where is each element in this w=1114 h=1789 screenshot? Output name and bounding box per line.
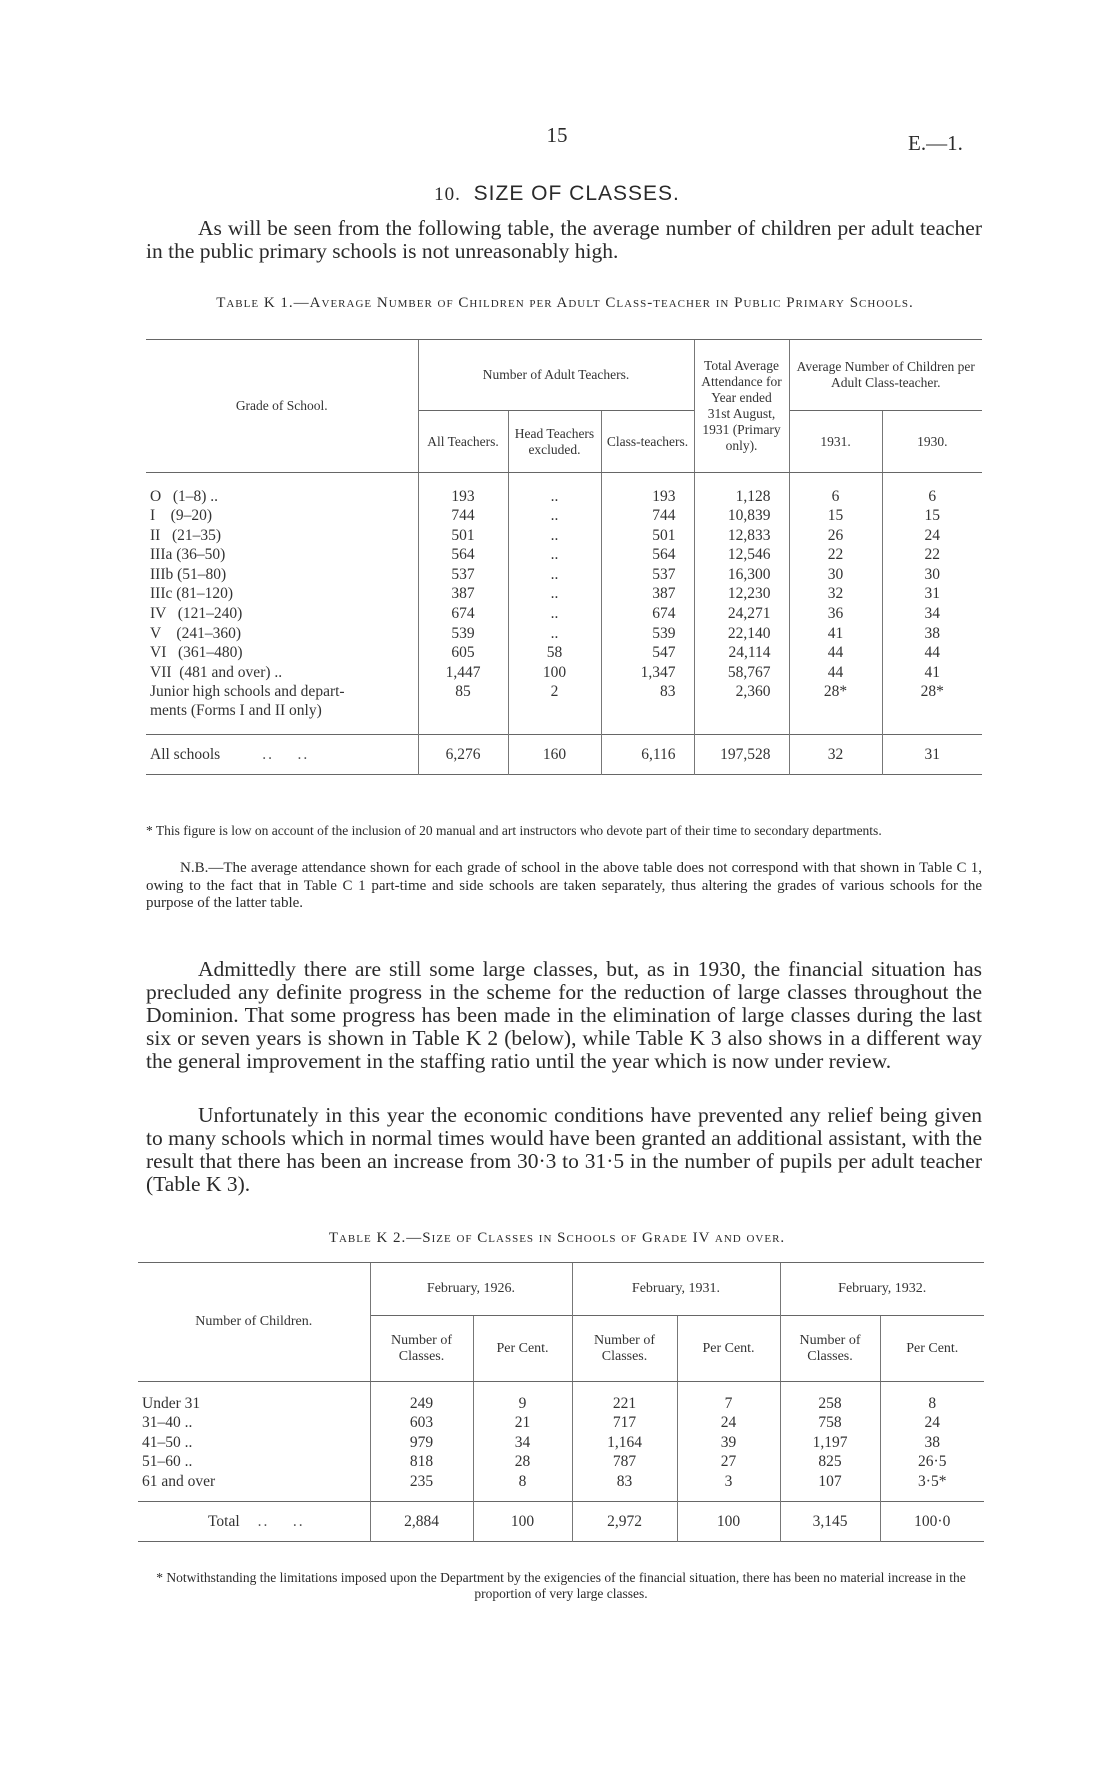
k1-cell-head: .. [508,506,601,526]
table-row [146,506,982,526]
k2-cell-label: 51–60 .. [142,1453,193,1471]
k1-grade-label: O (1–8) .. [150,487,219,505]
k1-cell-grade [146,487,418,507]
k1-grade-label: V (241–360) [150,624,241,642]
table-row [138,1394,984,1414]
k2-cell-percent-1932: 26·5 [880,1452,984,1472]
table-k2 [138,1262,984,1542]
k2-header-feb-1932: February, 1932. [780,1263,984,1316]
k1-cell-grade [146,584,418,604]
k2-cell-percent-1931: 24 [677,1413,780,1433]
k1-cell-1931: 22 [789,545,882,565]
k1-cell-1931: 44 [789,663,882,683]
k1-cell-class: 537 [601,565,694,585]
k1-total-1931: 32 [789,734,882,774]
k1-cell-class: 387 [601,584,694,604]
k1-cell-head: .. [508,624,601,644]
k1-cell-all: 85 [418,682,508,720]
k1-cell-attendance: 10,839 [694,506,789,526]
k1-cell-1931: 6 [789,487,882,507]
k1-cell-1930: 28* [882,682,982,720]
k1-cell-1931: 44 [789,643,882,663]
k2-cell-percent-1926: 21 [473,1413,572,1433]
k2-cell-classes-1926: 249 [370,1394,473,1414]
k1-cell-all: 744 [418,506,508,526]
k2-cell-percent-1932: 3·5* [880,1472,984,1492]
k2-total-classes-1931: 2,972 [572,1501,677,1541]
k1-cell-attendance: 2,360 [694,682,789,720]
k2-header-feb-1926: February, 1926. [370,1263,572,1316]
k1-grade-label: II (21–35) [150,526,222,544]
k2-header-feb-1931: February, 1931. [572,1263,780,1316]
k1-cell-1930: 22 [882,545,982,565]
k1-total-head: 160 [508,734,601,774]
k2-cell-classes-1931: 717 [572,1413,677,1433]
k1-cell-head: 2 [508,682,601,720]
k1-cell-grade [146,643,418,663]
k1-cell-1931: 28* [789,682,882,720]
table-row [146,526,982,546]
k1-cell-1930: 24 [882,526,982,546]
k1-header-1931: 1931. [789,411,882,473]
k1-cell-class: 83 [601,682,694,720]
k1-grade-label: IV (121–240) [150,605,243,623]
table-k2-caption-text: Table K 2.—Size of Classes in Schools of Grade IV and over. [328,1230,786,1246]
paragraph-2: Unfortunately in this year the economic conditions have prevented any relief being given to many schools which in normal times would have been granted an additional assistant, with the result that there has been an increase from 30·3 to 31·5 in the number of pupils per adult teacher (Table K 3). [146,1103,982,1196]
k2-cell-classes-1926: 235 [370,1472,473,1492]
k1-header-adult-teachers: Number of Adult Teachers. [418,340,694,411]
k1-total-row [146,734,982,774]
k2-cell-percent-1932: 38 [880,1433,984,1453]
k1-grade-label: VII (481 and over) .. [150,663,283,681]
k1-cell-all: 605 [418,643,508,663]
k1-cell-class: 564 [601,545,694,565]
table-k2-caption [0,1230,1114,1247]
k2-cell-classes-1926: 979 [370,1433,473,1453]
k1-cell-1930: 34 [882,604,982,624]
k1-total-class: 6,116 [601,734,694,774]
k1-header-total-attendance: Total Average Attendance for Year ended 31st August, 1931 (Primary only). [694,340,789,473]
k1-cell-grade [146,604,418,624]
k1-cell-grade [146,663,418,683]
k2-cell-label: 31–40 .. [142,1414,193,1432]
k2-cell-classes-1926: 603 [370,1413,473,1433]
k1-header-1930: 1930. [882,411,982,473]
k1-cell-grade [146,526,418,546]
k1-cell-head: .. [508,526,601,546]
k2-total-percent-1926: 100 [473,1501,572,1541]
paragraph-1: Admittedly there are still some large classes, but, as in 1930, the financial situation has precluded any definite progress in the scheme for the reduction of large classes throughout the Dominion. That some progress has been made in the elimination of large classes during the last six or seven years is shown in Table K 2 (below), while Table K 3 also shows in a different way the general improvement in the staffing ratio until the year which is now under review. [146,957,982,1073]
k1-total-1930: 31 [882,734,982,774]
k1-header-class-teachers: Class-teachers. [601,411,694,473]
k1-cell-attendance: 1,128 [694,487,789,507]
k2-total-classes-1932: 3,145 [780,1501,880,1541]
section-title: SIZE OF CLASSES. [473,182,680,205]
k1-header-average-number: Average Number of Children per Adult Class-teacher. [789,340,982,411]
k1-cell-head: .. [508,584,601,604]
k2-cell-percent-1926: 8 [473,1472,572,1492]
document-code: E.—1. [908,131,963,155]
k1-total-attendance: 197,528 [694,734,789,774]
k1-cell-1931: 26 [789,526,882,546]
k1-cell-all: 1,447 [418,663,508,683]
k2-cell-percent-1926: 9 [473,1394,572,1414]
k2-cell-classes-1932: 758 [780,1413,880,1433]
k2-cell-percent-1931: 7 [677,1394,780,1414]
k1-grade-label: IIIa (36–50) [150,546,226,564]
table-row [146,643,982,663]
k1-cell-class: 539 [601,624,694,644]
table-row [138,1452,984,1472]
k1-cell-all: 501 [418,526,508,546]
k1-cell-1931: 15 [789,506,882,526]
k2-total-percent-1931: 100 [677,1501,780,1541]
k1-junior-grade-line2: ments (Forms I and II only) [150,702,322,720]
k2-total-percent-1932: 100·0 [880,1501,984,1541]
section-number: 10. [434,184,461,205]
k2-cell-classes-1931: 83 [572,1472,677,1492]
k1-cell-grade [146,624,418,644]
k1-cell-attendance: 24,114 [694,643,789,663]
k2-total-row [138,1501,984,1541]
k1-cell-attendance: 22,140 [694,624,789,644]
k1-cell-attendance: 16,300 [694,565,789,585]
k1-header-grade: Grade of School. [146,340,418,473]
k1-cell-attendance: 12,546 [694,545,789,565]
table-k2-footnote: * Notwithstanding the limitations imposed upon the Department by the exigencies of the financial situation, there has been no material increase in the proportion of very large classes. [156,1570,966,1601]
k1-header-head-teachers-excluded: Head Teachers excluded. [508,411,601,473]
k1-cell-1930: 41 [882,663,982,683]
table-row [138,1472,984,1492]
table-row [146,584,982,604]
k1-junior-row-group [146,682,982,774]
k1-total-label-text: All schools [150,745,221,763]
k2-header-percent-1926: Per Cent. [473,1316,572,1382]
k1-cell-1931: 30 [789,565,882,585]
k2-cell-classes-1931: 1,164 [572,1433,677,1453]
table-k1-caption-text: Table K 1.—Average Number of Children per Adult Class-teacher in Public Primary Schools. [216,295,914,311]
k1-cell-head: 58 [508,643,601,663]
k1-cell-1930: 30 [882,565,982,585]
table-row [146,604,982,624]
table-k1-footnote: * This figure is low on account of the inclusion of 20 manual and art instructors who devote part of their time to secondary departments. [146,823,882,838]
k2-cell-classes-1926: 818 [370,1452,473,1472]
k1-cell-1930: 38 [882,624,982,644]
k2-header-classes-1931: Number of Classes. [572,1316,677,1382]
table-row [146,624,982,644]
k2-cell-percent-1932: 8 [880,1394,984,1414]
k1-header-all-teachers: All Teachers. [418,411,508,473]
k1-cell-head: .. [508,487,601,507]
k1-cell-all: 564 [418,545,508,565]
k1-grade-label: IIIb (51–80) [150,565,227,583]
k1-cell-grade [146,545,418,565]
k2-header-classes-1932: Number of Classes. [780,1316,880,1382]
k2-body [138,1382,984,1492]
k2-cell-label: 61 and over [142,1472,216,1490]
k1-cell-1930: 15 [882,506,982,526]
k2-total-label-text: Total [208,1512,240,1530]
table-row [146,663,982,683]
k1-grade-label: IIIc (81–120) [150,585,234,603]
k2-cell-percent-1926: 28 [473,1452,572,1472]
k2-cell-classes-1931: 787 [572,1452,677,1472]
k1-grade-label: VI (361–480) [150,644,243,662]
k2-cell-label: Under 31 [142,1394,201,1412]
table-row [138,1433,984,1453]
k2-cell-classes-1932: 258 [780,1394,880,1414]
k2-cell-percent-1926: 34 [473,1433,572,1453]
k1-cell-1931: 41 [789,624,882,644]
k1-cell-head: .. [508,604,601,624]
k2-header-percent-1931: Per Cent. [677,1316,780,1382]
table-row [138,1413,984,1433]
table-row [146,565,982,585]
k2-cell-label: 41–50 .. [142,1433,193,1451]
k2-cell-classes-1931: 221 [572,1394,677,1414]
k1-cell-all: 387 [418,584,508,604]
k1-junior-grade [146,682,418,720]
table-k1-caption [150,293,980,313]
k1-cell-class: 744 [601,506,694,526]
k1-cell-attendance: 12,833 [694,526,789,546]
k1-cell-all: 537 [418,565,508,585]
k1-cell-1930: 6 [882,487,982,507]
k1-cell-class: 674 [601,604,694,624]
k1-total-label: All schools .. .. [150,745,310,763]
k1-cell-class: 1,347 [601,663,694,683]
k2-cell-percent-1931: 39 [677,1433,780,1453]
k2-header-percent-1932: Per Cent. [880,1316,984,1382]
k2-total-classes-1926: 2,884 [370,1501,473,1541]
k2-total-label: Total .. .. [208,1512,305,1530]
intro-paragraph: As will be seen from the following table, the average number of children per adult teacher in the public primary schools is not unreasonably high. [146,216,982,263]
k1-cell-head: 100 [508,663,601,683]
k1-body [146,473,982,683]
k2-cell-classes-1932: 825 [780,1452,880,1472]
k2-header-number-of-children: Number of Children. [138,1263,370,1382]
k1-total-all: 6,276 [418,734,508,774]
k1-cell-all: 539 [418,624,508,644]
k1-cell-1931: 36 [789,604,882,624]
k2-header-classes-1926: Number of Classes. [370,1316,473,1382]
k2-total-group [138,1491,984,1541]
table-row [146,682,982,720]
k1-cell-grade [146,506,418,526]
k1-cell-1930: 31 [882,584,982,604]
k1-cell-all: 193 [418,487,508,507]
table-row [146,487,982,507]
k1-cell-1931: 32 [789,584,882,604]
k1-junior-grade-line1: Junior high schools and depart- [150,683,345,701]
k1-cell-head: .. [508,545,601,565]
section-heading [0,182,1114,206]
k2-cell-percent-1932: 24 [880,1413,984,1433]
k1-cell-all: 674 [418,604,508,624]
k2-cell-percent-1931: 3 [677,1472,780,1492]
k1-cell-grade [146,565,418,585]
k1-cell-1930: 44 [882,643,982,663]
table-row [146,545,982,565]
k1-cell-attendance: 58,767 [694,663,789,683]
table-k1 [146,339,982,775]
k1-cell-class: 547 [601,643,694,663]
k1-cell-attendance: 12,230 [694,584,789,604]
k1-cell-class: 501 [601,526,694,546]
table-k1-note: N.B.—The average attendance shown for each grade of school in the above table does not correspond with that shown in Table C 1, owing to the fact that in Table C 1 part-time and side schools are taken separately, thus altering the grades of various schools for the purpose of the latter table. [146,860,982,911]
k2-cell-classes-1932: 107 [780,1472,880,1492]
k1-cell-head: .. [508,565,601,585]
page-number: 15 [546,123,568,147]
k1-cell-class: 193 [601,487,694,507]
k2-cell-classes-1932: 1,197 [780,1433,880,1453]
k1-cell-attendance: 24,271 [694,604,789,624]
k1-grade-label: I (9–20) [150,507,212,525]
k2-cell-percent-1931: 27 [677,1452,780,1472]
